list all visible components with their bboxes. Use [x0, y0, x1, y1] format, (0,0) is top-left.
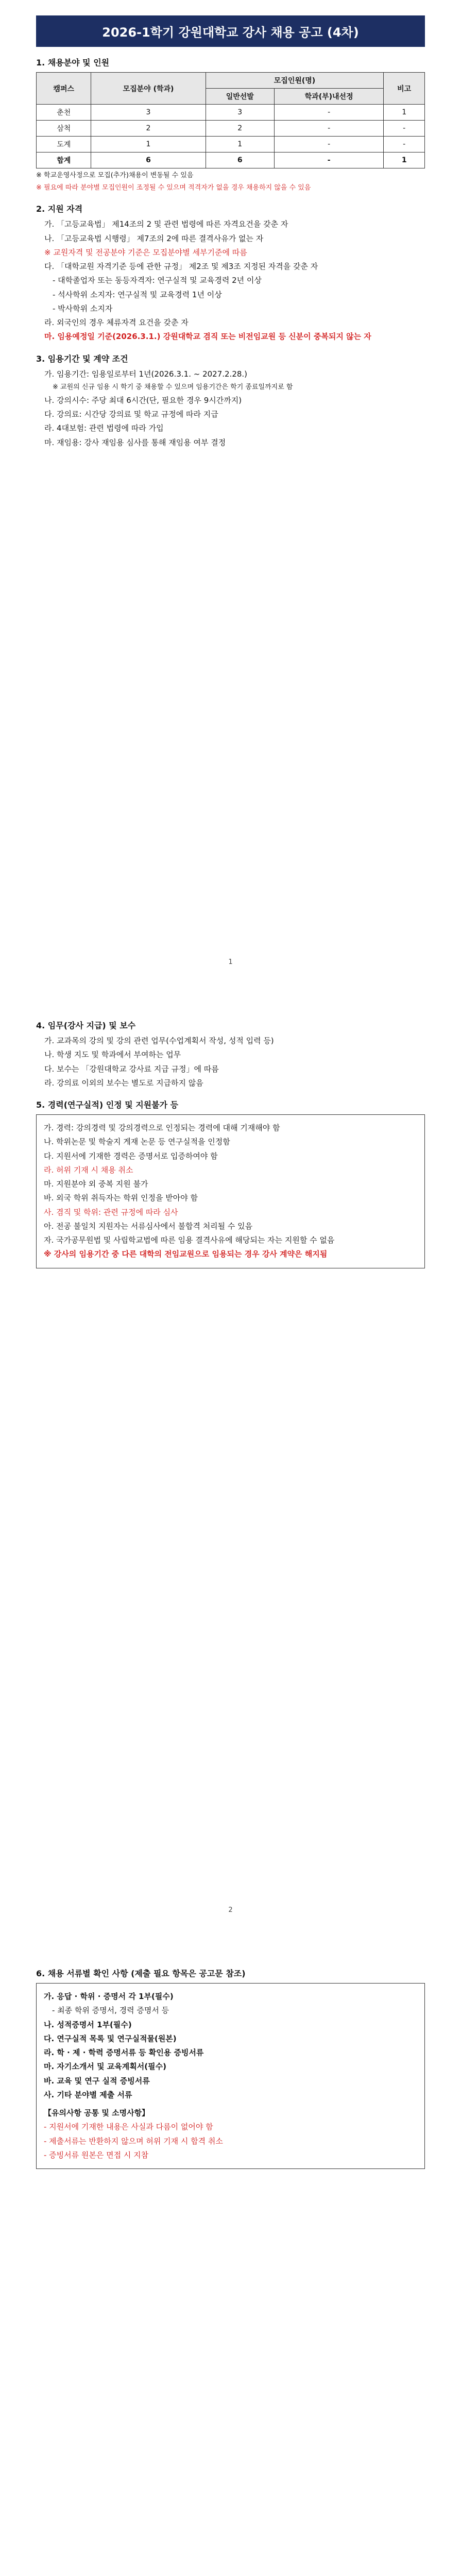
sec6-box	[36, 1983, 425, 2169]
sec5-item: 아. 전공 불일치 지원자는 서류심사에서 불합격 처리될 수 있음	[44, 1221, 253, 1231]
sec6-item: 바. 교육 및 연구 실적 증빙서류	[44, 2076, 150, 2086]
cell: -	[274, 105, 383, 121]
cell: 2	[206, 121, 274, 137]
sec5-item: 나. 학위논문 및 학술지 게재 논문 등 연구실적을 인정함	[44, 1137, 230, 1147]
sec4-heading: 4. 임무(강사 지급) 및 보수	[36, 1021, 136, 1030]
cell: 1	[206, 137, 274, 152]
cell: 1	[91, 137, 206, 152]
sec5-item: 마. 지원분야 외 중복 지원 불가	[44, 1179, 148, 1189]
sec5-item: 다. 지원서에 기재한 경력은 증명서로 입증하여야 함	[44, 1151, 218, 1161]
sec6-heading: 6. 채용 서류별 확인 사항 (제출 필요 항목은 공고문 참조)	[36, 1969, 246, 1978]
th-note: 비고	[384, 73, 425, 105]
sec6-item: 나. 성적증명서 1부(필수)	[44, 2020, 132, 2029]
sec5-box-text: ※ 강사의 임용기간 중 다른 대학의 전임교원으로 임용되는 경우 강사 계약은 해지됨	[44, 1249, 328, 1259]
cell: 2	[91, 121, 206, 137]
cell: -	[274, 152, 383, 168]
cell: 1	[384, 152, 425, 168]
sec6-notice: - 지원서에 기재한 내용은 사실과 다름이 없어야 함	[44, 2122, 213, 2132]
page-number: 1	[228, 958, 233, 966]
th-general: 일반선발	[206, 89, 274, 105]
cell: -	[274, 121, 383, 137]
sec5-heading: 5. 경력(연구실적) 인정 및 지원불가 등	[36, 1100, 179, 1110]
cell: -	[384, 137, 425, 152]
sec2-heading: 2. 지원 자격	[36, 204, 83, 214]
table-row-total	[37, 152, 425, 168]
sec6-item: 마. 자기소개서 및 교육계획서(필수)	[44, 2062, 166, 2072]
th-count: 모집인원(명)	[206, 73, 384, 89]
cell: 도계	[37, 137, 91, 152]
sec2-item: 가. 「고등교육법」 제14조의 2 및 관련 법령에 따른 자격요건을 갖춘 자	[44, 219, 288, 229]
sec2-item: - 석사학위 소지자: 연구실적 및 교육경력 1년 이상	[53, 290, 222, 299]
cell: 합계	[37, 152, 91, 168]
sec4-item: 가. 교과목의 강의 및 강의 관련 업무(수업계획서 작성, 성적 입력 등)	[44, 1036, 274, 1045]
sec3-item: 다. 강의료: 시간당 강의료 및 학교 규정에 따라 지급	[44, 410, 218, 419]
sec5-item: 가. 경력: 강의경력 및 강의경력으로 인정되는 경력에 대해 기재해야 함	[44, 1123, 280, 1132]
sec5-box	[36, 1114, 425, 1268]
sec3-item: 마. 재임용: 강사 재임용 심사를 통해 재임용 여부 결정	[44, 437, 226, 447]
sec2-item: 마. 임용예정일 기준(2026.3.1.) 강원대학교 겸직 또는 비전임교원 등 신분이 중복되지 않는 자	[44, 332, 371, 342]
recruit-table	[36, 72, 425, 168]
sec2-item: 다. 「대학교원 자격기준 등에 관한 규정」 제2조 및 제3조 지정된 자격을 갖춘 자	[44, 262, 318, 272]
page-title: 2026-1학기 강원대학교 강사 채용 공고 (4차)	[36, 15, 425, 47]
sec3-item: ※ 교원의 신규 임용 시 학기 중 채용할 수 있으며 임용기간은 학기 종료일까지로 함	[53, 383, 293, 391]
sec4-item: 다. 보수는 「강원대학교 강사료 지급 규정」에 따름	[44, 1064, 219, 1074]
page-number: 2	[228, 1906, 233, 1914]
cell: 6	[206, 152, 274, 168]
sec5-item: 라. 허위 기재 시 채용 취소	[44, 1165, 133, 1175]
cell: -	[274, 137, 383, 152]
sec6-item: - 최종 학위 증명서, 경력 증명서 등	[52, 2006, 169, 2015]
cell: -	[384, 121, 425, 137]
sec3-heading: 3. 임용기간 및 계약 조건	[36, 353, 128, 364]
sec5-item: 바. 외국 학위 취득자는 학위 인정을 받아야 함	[44, 1193, 198, 1203]
sec1-heading: 1. 채용분야 및 인원	[36, 58, 110, 67]
sec2-item: ※ 교원자격 및 전공분야 기준은 모집분야별 세부기준에 따름	[44, 247, 247, 257]
page-2	[36, 1010, 425, 1268]
sec6-item: 사. 기타 분야별 제출 서류	[44, 2090, 132, 2099]
sec1-note1: ※ 학교운영사정으로 모집(추가)채용이 변동될 수 있음	[36, 172, 194, 179]
sec4-item: 라. 강의료 이외의 보수는 별도로 지급하지 않음	[44, 1078, 203, 1088]
cell: 삼척	[37, 121, 91, 137]
sec2-item: - 대학졸업자 또는 동등자격자: 연구실적 및 교육경력 2년 이상	[53, 276, 262, 285]
cell: 3	[206, 105, 274, 121]
sec2-item: 라. 외국인의 경우 체류자격 요건을 갖춘 자	[44, 318, 189, 328]
table-row	[37, 105, 425, 121]
sec5-item: 사. 겸직 및 학위: 관련 규정에 따라 심사	[44, 1207, 178, 1217]
th-internal: 학과(부)내선정	[274, 89, 383, 105]
page-1	[36, 15, 425, 451]
sec3-item: 가. 임용기간: 임용일로부터 1년(2026.3.1. ~ 2027.2.28.)	[44, 369, 248, 379]
sec6-item: 다. 연구실적 목록 및 연구실적물(원본)	[44, 2033, 177, 2043]
sec2-item: - 박사학위 소지자	[53, 303, 113, 313]
cell: 3	[91, 105, 206, 121]
sec6-notice: - 증빙서류 원본은 면접 시 지참	[44, 2150, 149, 2160]
sec6-item: 라. 학 · 제 · 학력 증명서류 등 확인용 증빙서류	[44, 2048, 204, 2057]
th-field: 모집분야 (학과)	[91, 73, 206, 105]
sec6-item: 가. 응답 · 학위 · 증명서 각 1부(필수)	[44, 1992, 174, 2001]
sec4-item: 나. 학생 지도 및 학과에서 부여하는 업무	[44, 1050, 181, 1060]
sec3-item: 나. 강의시수: 주당 최대 6시간(단, 필요한 경우 9시간까지)	[44, 395, 242, 405]
table-row	[37, 137, 425, 152]
sec6-notice: - 제출서류는 반환하지 않으며 허위 기재 시 합격 취소	[44, 2136, 223, 2146]
th-campus: 캠퍼스	[37, 73, 91, 105]
cell: 1	[384, 105, 425, 121]
cell: 춘천	[37, 105, 91, 121]
cell: 6	[91, 152, 206, 168]
sec6-notice-heading: 【유의사항 공통 및 소명사항】	[44, 2108, 150, 2117]
sec2-item: 나. 「고등교육법 시행령」 제7조의 2에 따른 결격사유가 없는 자	[44, 233, 264, 243]
sec3-item: 라. 4대보험: 관련 법령에 따라 가입	[44, 423, 164, 433]
sec5-item: 자. 국가공무원법 및 사립학교법에 따른 임용 결격사유에 해당되는 자는 지원할 수 없음	[44, 1235, 335, 1245]
page-3	[36, 1958, 425, 2169]
table-row	[37, 121, 425, 137]
sec1-note2: ※ 필요에 따라 분야별 모집인원이 조정될 수 있으며 적격자가 없을 경우 채용하지 않을 수 있음	[36, 184, 311, 192]
